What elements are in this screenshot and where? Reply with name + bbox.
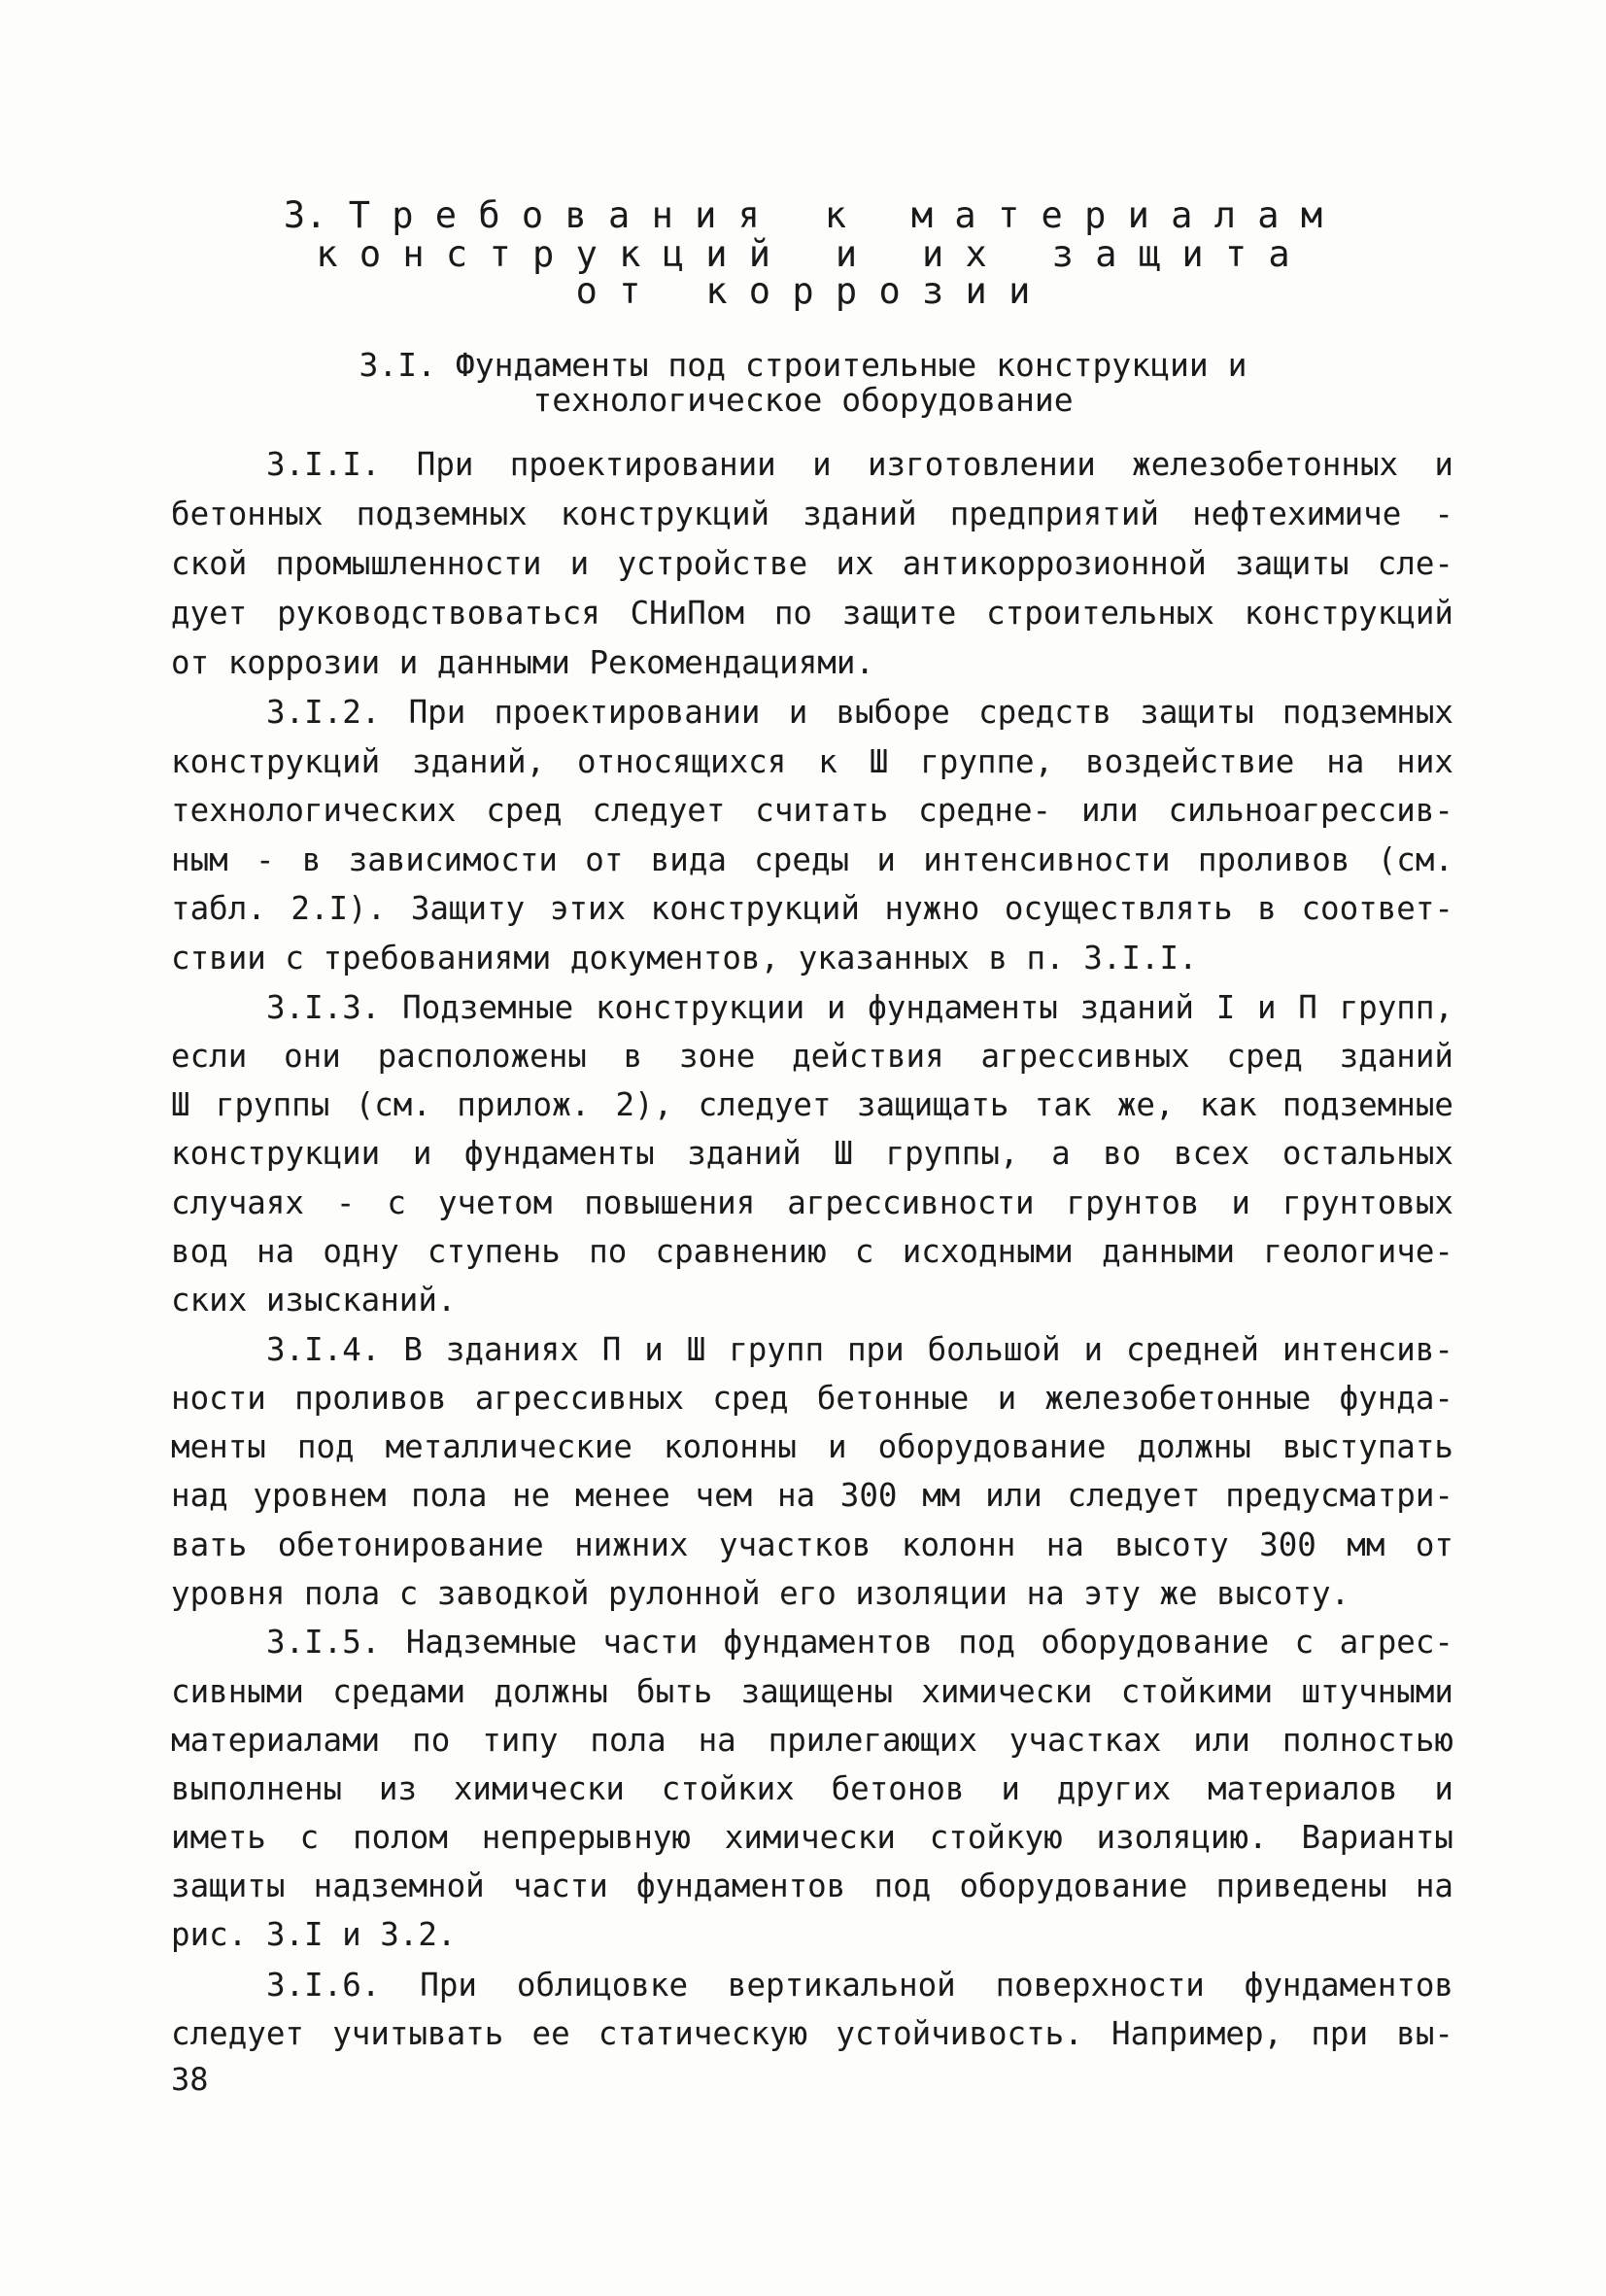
- paragraph-3-1-2-line: табл. 2.I). Защиту этих конструкций нужно осуществлять в соответ-: [171, 890, 1453, 927]
- paragraph-3-1-3-line: 3.I.3. Подземные конструкции и фундаменты зданий I и П групп,: [266, 989, 1453, 1026]
- paragraph-3-1-2-line: конструкций зданий, относящихся к Ш группе, воздействие на них: [171, 743, 1453, 780]
- paragraph-3-1-3-line: конструкции и фундаменты зданий Ш группы, а во всех остальных: [171, 1135, 1453, 1172]
- paragraph-3-1-5-line: материалами по типу пола на прилегающих участках или полностью: [171, 1722, 1453, 1759]
- paragraph-3-1-6-line: 3.I.6. При облицовке вертикальной поверхности фундаментов: [266, 1967, 1453, 2004]
- paragraph-3-1-5-line: рис. 3.I и 3.2.: [171, 1916, 457, 1953]
- paragraph-3-1-4-line: над уровнем пола не менее чем на 300 мм или следует предусматри-: [171, 1477, 1453, 1514]
- paragraph-3-1-4-line: вать обетонирование нижних участков колонн на высоту 300 мм от: [171, 1526, 1453, 1563]
- paragraph-3-1-5-line: защиты надземной части фундаментов под оборудование приведены на: [171, 1868, 1453, 1904]
- paragraph-3-1-1-line: бетонных подземных конструкций зданий предприятий нефтехимиче -: [171, 496, 1453, 532]
- chapter-title-line-2: к о н с т р у к ц и й и и х з а щ и т а: [316, 233, 1290, 275]
- page-number: 38: [171, 2061, 209, 2098]
- paragraph-3-1-4-line: 3.I.4. В зданиях П и Ш групп при большой и средней интенсив-: [266, 1331, 1453, 1368]
- paragraph-3-1-3-line: если они расположены в зоне действия агрессивных сред зданий: [171, 1038, 1453, 1075]
- section-title-line-2: технологическое оборудование: [532, 381, 1074, 419]
- paragraph-3-1-1-line: 3.I.I. При проектировании и изготовлении железобетонных и: [266, 446, 1453, 483]
- paragraph-3-1-5-line: сивными средами должны быть защищены химически стойкими штучными: [171, 1673, 1453, 1710]
- paragraph-3-1-6-line: следует учитывать ее статическую устойчивость. Например, при вы-: [171, 2015, 1453, 2052]
- paragraph-3-1-2-line: 3.I.2. При проектировании и выборе средств защиты подземных: [266, 694, 1453, 731]
- paragraph-3-1-1-line: от коррозии и данными Рекомендациями.: [171, 644, 874, 681]
- paragraph-3-1-3-line: вод на одну ступень по сравнению с исходными данными геологиче-: [171, 1233, 1453, 1270]
- paragraph-3-1-3-line: случаях - с учетом повышения агрессивности грунтов и грунтовых: [171, 1184, 1453, 1221]
- paragraph-3-1-2-line: ным - в зависимости от вида среды и интенсивности проливов (см.: [171, 841, 1453, 878]
- chapter-title-line-1: 3. Т р е б о в а н и я к м а т е р и а л а м: [283, 194, 1323, 236]
- chapter-title-line-3: о т к о р р о з и и: [575, 270, 1031, 312]
- paragraph-3-1-1-line: ской промышленности и устройстве их антикоррозионной защиты сле-: [171, 545, 1453, 582]
- paragraph-3-1-4-line: менты под металлические колонны и оборудование должны выступать: [171, 1428, 1453, 1465]
- paragraph-3-1-5-line: иметь с полом непрерывную химически стойкую изоляцию. Варианты: [171, 1819, 1453, 1856]
- paragraph-3-1-2-line: технологических сред следует считать средне- или сильноагрессив-: [171, 792, 1453, 829]
- paragraph-3-1-4-line: уровня пола с заводкой рулонной его изоляции на эту же высоту.: [171, 1575, 1350, 1612]
- paragraph-3-1-5-line: 3.I.5. Надземные части фундаментов под оборудование с агрес-: [266, 1624, 1453, 1661]
- paragraph-3-1-2-line: ствии с требованиями документов, указанных в п. 3.I.I.: [171, 940, 1198, 977]
- paragraph-3-1-4-line: ности проливов агрессивных сред бетонные и железобетонные фунда-: [171, 1380, 1453, 1417]
- paragraph-3-1-5-line: выполнены из химически стойких бетонов и других материалов и: [171, 1770, 1453, 1807]
- paragraph-3-1-3-line: Ш группы (см. прилож. 2), следует защищать так же, как подземные: [171, 1086, 1453, 1123]
- paragraph-3-1-3-line: ских изысканий.: [171, 1282, 457, 1319]
- paragraph-3-1-1-line: дует руководствоваться СНиПом по защите строительных конструкций: [171, 595, 1453, 632]
- section-title-line-1: 3.I. Фундаменты под строительные конструкции и: [359, 346, 1247, 384]
